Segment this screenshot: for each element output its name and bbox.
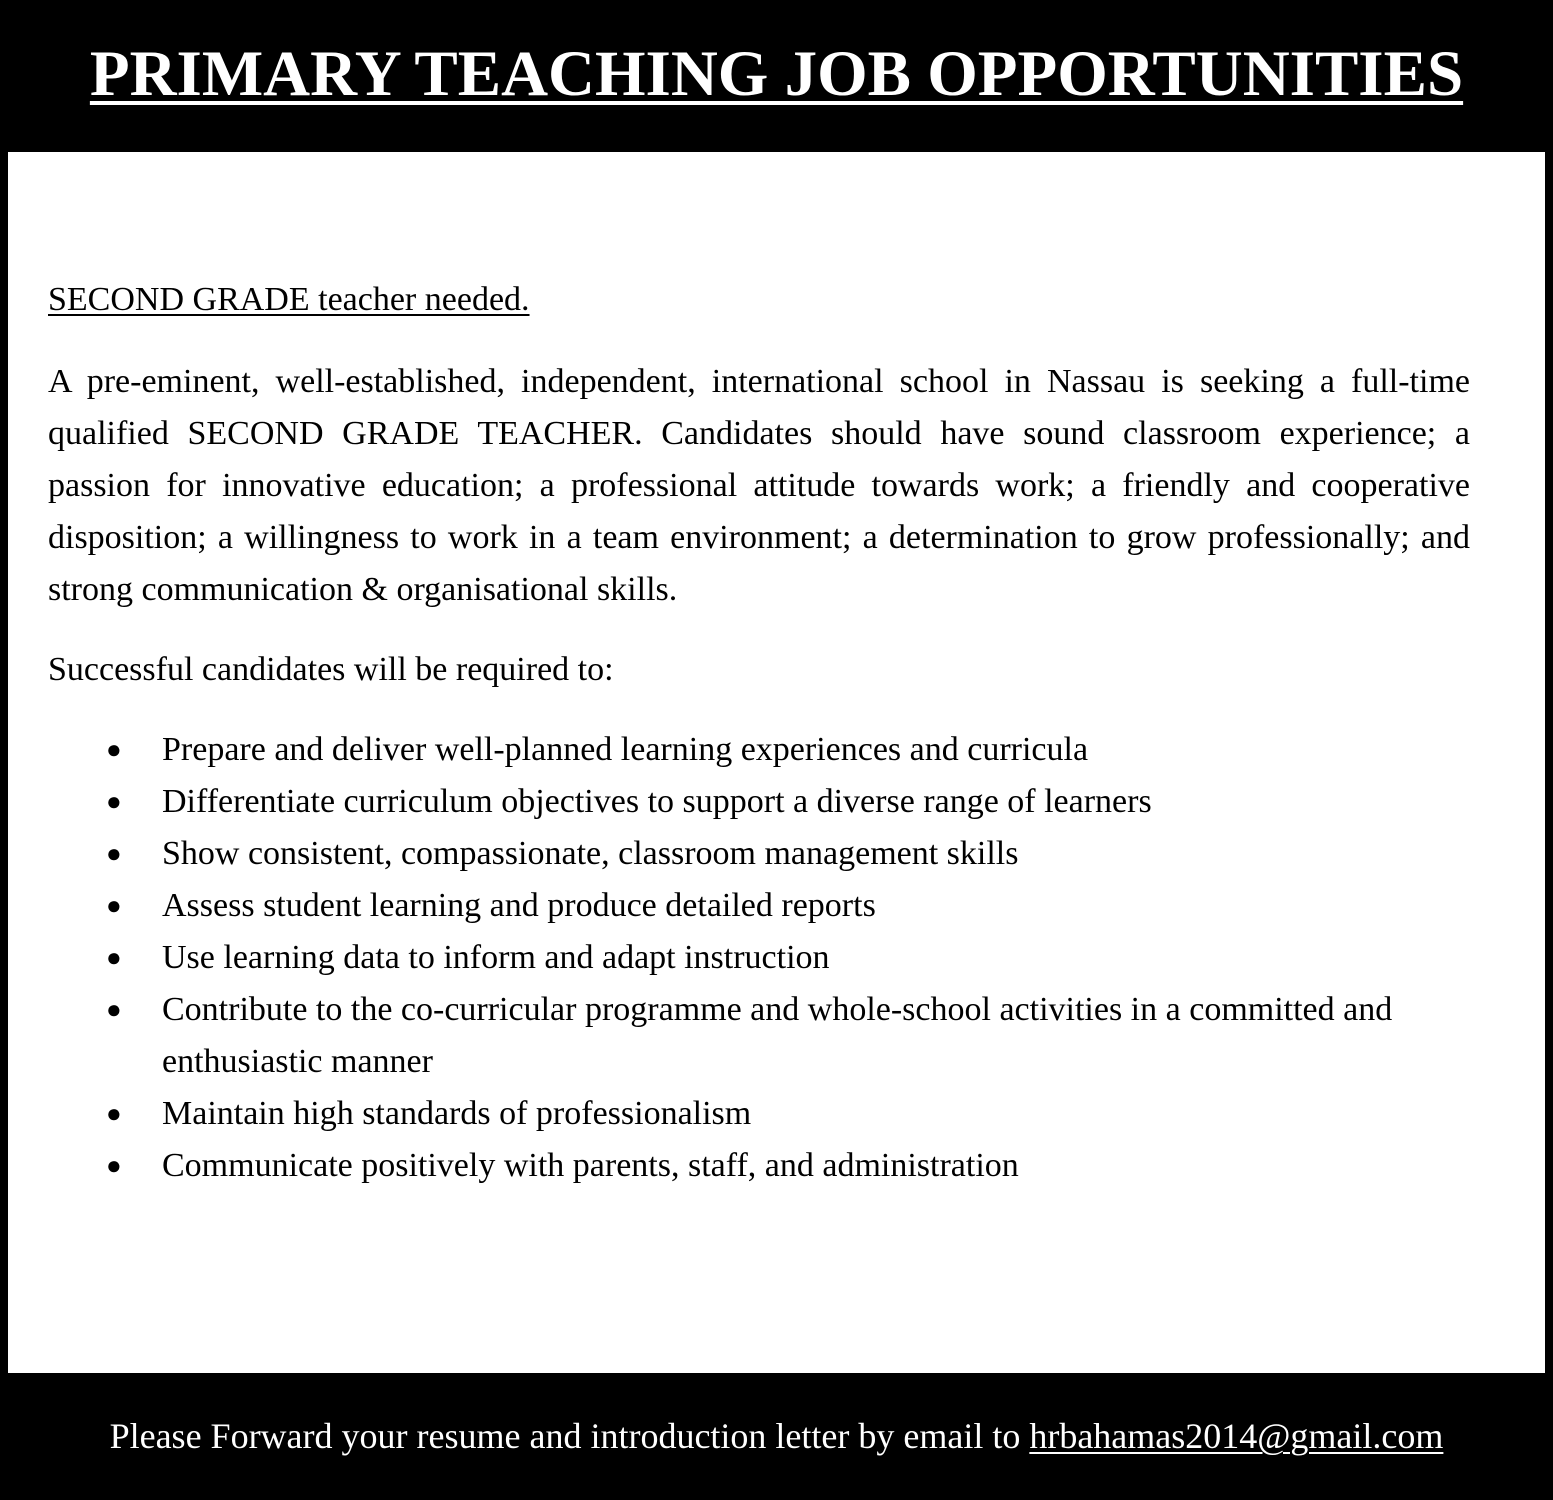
application-instructions: [0, 1414, 1553, 1458]
bullet-icon: ●: [106, 735, 122, 764]
list-item-text: Show consistent, compassionate, classroom management skills: [162, 835, 1019, 872]
header-banner: [0, 0, 1553, 150]
bullet-icon: ●: [106, 995, 122, 1024]
bullet-icon: ●: [106, 943, 122, 972]
requirements-intro: Successful candidates will be required to:: [48, 651, 614, 688]
application-instruction-text: Please Forward your resume and introduction letter by email to: [109, 1416, 1030, 1456]
list-item: [48, 828, 1470, 880]
list-item: [48, 724, 1470, 776]
list-item-text: Use learning data to inform and adapt instruction: [162, 939, 830, 976]
bullet-icon: ●: [106, 1099, 122, 1128]
list-item: [48, 932, 1470, 984]
list-item-text: Contribute to the co-curricular programme and whole-school activities in a committed and enthusiastic manner: [162, 991, 1393, 1080]
footer-banner: [0, 1374, 1553, 1500]
bullet-icon: ●: [106, 1151, 122, 1180]
requirements-list: [48, 724, 1470, 1192]
list-item: [48, 1140, 1470, 1192]
list-item-text: Communicate positively with parents, staff, and administration: [162, 1147, 1019, 1184]
position-subheading: SECOND GRADE teacher needed.: [48, 281, 530, 318]
job-posting-content: [48, 278, 1470, 1192]
job-posting-body: [8, 152, 1545, 1373]
bullet-icon: ●: [106, 839, 122, 868]
contact-email-link[interactable]: hrbahamas2014@gmail.com: [1029, 1416, 1444, 1456]
list-item: [48, 776, 1470, 828]
page-title: PRIMARY TEACHING JOB OPPORTUNITIES: [89, 38, 1464, 110]
list-item: [48, 1088, 1470, 1140]
bullet-icon: ●: [106, 787, 122, 816]
bullet-icon: ●: [106, 891, 122, 920]
list-item: [48, 880, 1470, 932]
list-item: [48, 984, 1470, 1088]
list-item-text: Maintain high standards of professionalism: [162, 1095, 752, 1132]
list-item-text: Assess student learning and produce detailed reports: [162, 887, 876, 924]
list-item-text: Prepare and deliver well-planned learning experiences and curricula: [162, 731, 1089, 768]
job-description: A pre-eminent, well-established, independent, international school in Nassau is seeking a full-time qualified SECOND GRADE TEACHER. Candidates should have sound classroom experience; a passion for innovative education; a professional attitude towards work; a friendly and cooperative disposition; a willingness to work in a team environment; a determination to grow professionally; and strong communication & organisational skills.: [48, 363, 1470, 608]
list-item-text: Differentiate curriculum objectives to support a diverse range of learners: [162, 783, 1152, 820]
